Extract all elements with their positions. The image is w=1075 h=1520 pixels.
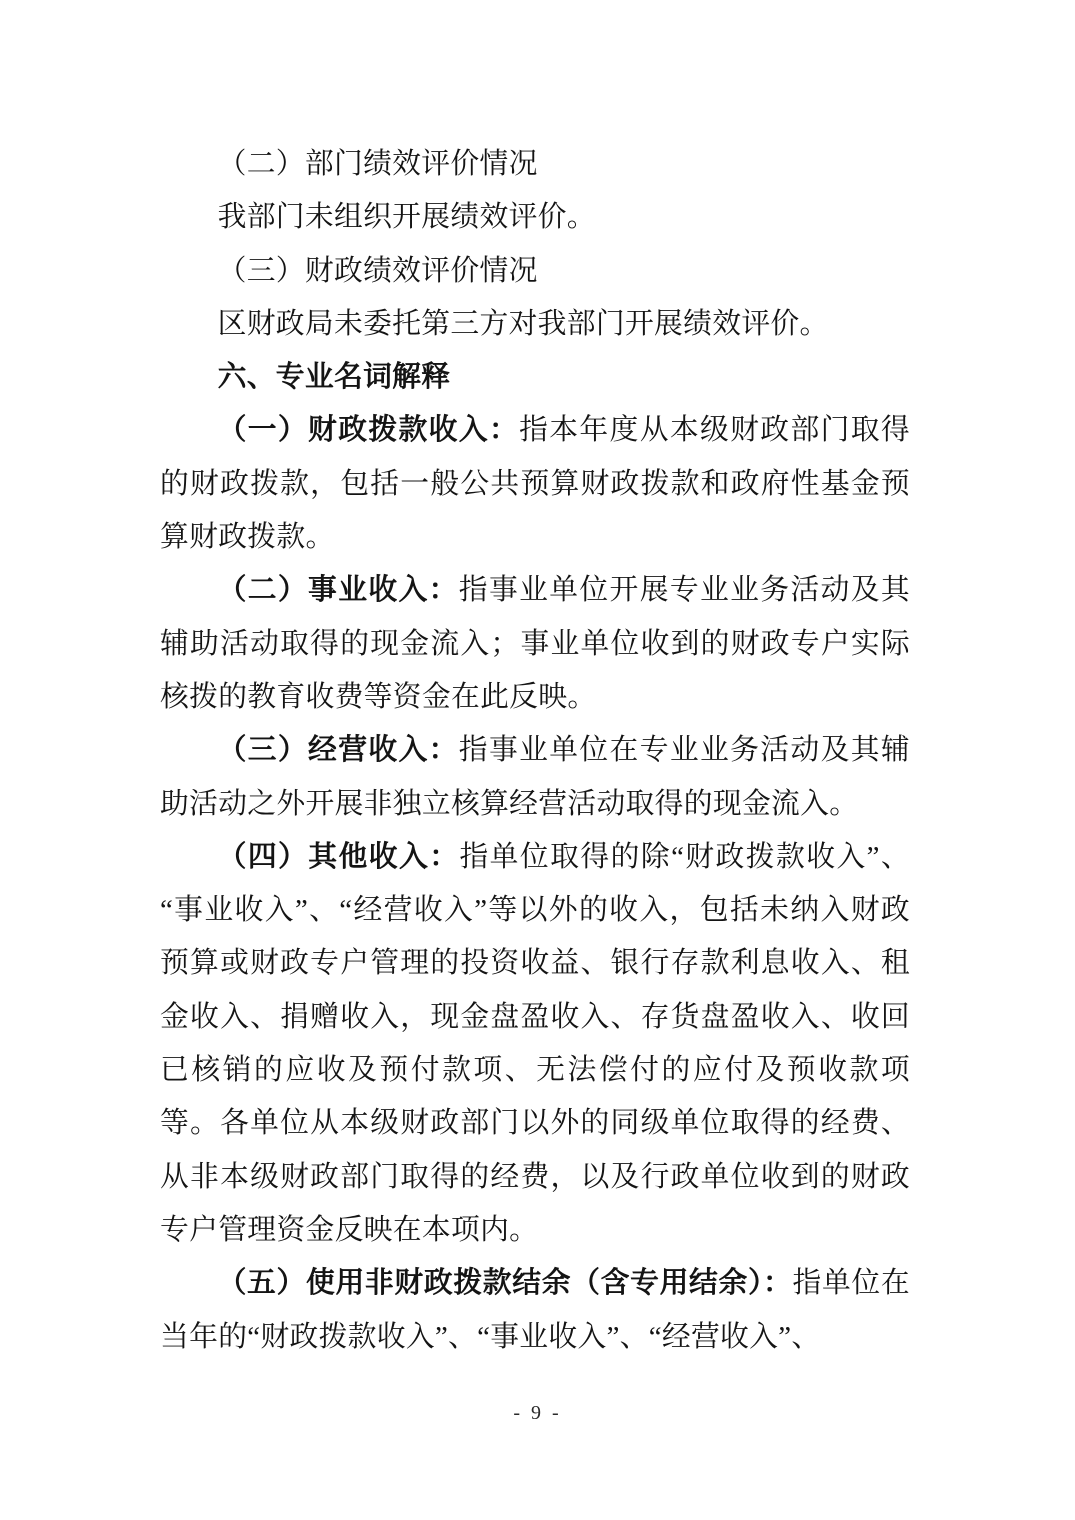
subheading-3-fiscal-performance-evaluation: [160, 245, 910, 298]
text-run: 指本年度从本级财政部门取得的财政拨款，包括一般公共预算财政拨款和政府性基金预算财政拨款。: [160, 414, 910, 554]
heading-6-glossary: [160, 351, 910, 404]
term-label: （四）其他收入：: [217, 840, 460, 873]
term-label: （三）经营收入：: [217, 734, 459, 767]
term-label: 六、专业名词解释: [217, 361, 451, 394]
text-run: 指事业单位开展专业业务活动及其辅助活动取得的现金流入；事业单位收到的财政专户实际核拨的教育收费等资金在此反映。: [160, 574, 910, 713]
para-department-no-evaluation: [160, 191, 910, 244]
term-label: （一）财政拨款收入：: [217, 414, 520, 447]
subheading-2-department-performance-evaluation: [160, 138, 910, 191]
term-3-operating-income: [160, 724, 910, 831]
page-footer: [0, 1398, 1075, 1428]
term-2-institutional-income: [160, 564, 910, 724]
term-5-use-of-non-fiscal-appropriation-balance: [160, 1257, 910, 1364]
term-1-fiscal-appropriation-income: [160, 404, 910, 564]
text-run: （三）财政绩效评价情况: [217, 254, 538, 287]
para-fiscal-no-evaluation: [160, 298, 910, 351]
text-run: （二）部门绩效评价情况: [217, 148, 538, 180]
text-run: 区财政局未委托第三方对我部门开展绩效评价。: [217, 307, 829, 340]
term-label: （五）使用非财政拨款结余（含专用结余）：: [217, 1267, 793, 1300]
page-number: - 9 -: [513, 1402, 562, 1424]
term-4-other-income: [160, 831, 910, 1257]
text-run: 我部门未组织开展绩效评价。: [217, 201, 596, 234]
text-run: 指单位取得的除“财政拨款收入”、“事业收入”、“经营收入”等以外的收入，包括未纳入财政预算或财政专户管理的投资收益、银行存款利息收入、租金收入、捐赠收入，现金盘盈收入、存货盘盈收入、收回已核销的应收及预付款项、无法偿付的应付及预收款项等。各单位从本级财政部门以外的同级单位取得的经费、从非本级财政部门取得的经费，以及行政单位收到的财政专户管理资金反映在本项内。: [160, 840, 910, 1246]
text-run: 指单位在当年的“财政拨款收入”、“事业收入”、“经营收入”、: [160, 1267, 910, 1353]
text-run: 指事业单位在专业业务活动及其辅助活动之外开展非独立核算经营活动取得的现金流入。: [160, 734, 910, 820]
document-content: [160, 138, 910, 1364]
term-label: （二）事业收入：: [217, 574, 459, 607]
